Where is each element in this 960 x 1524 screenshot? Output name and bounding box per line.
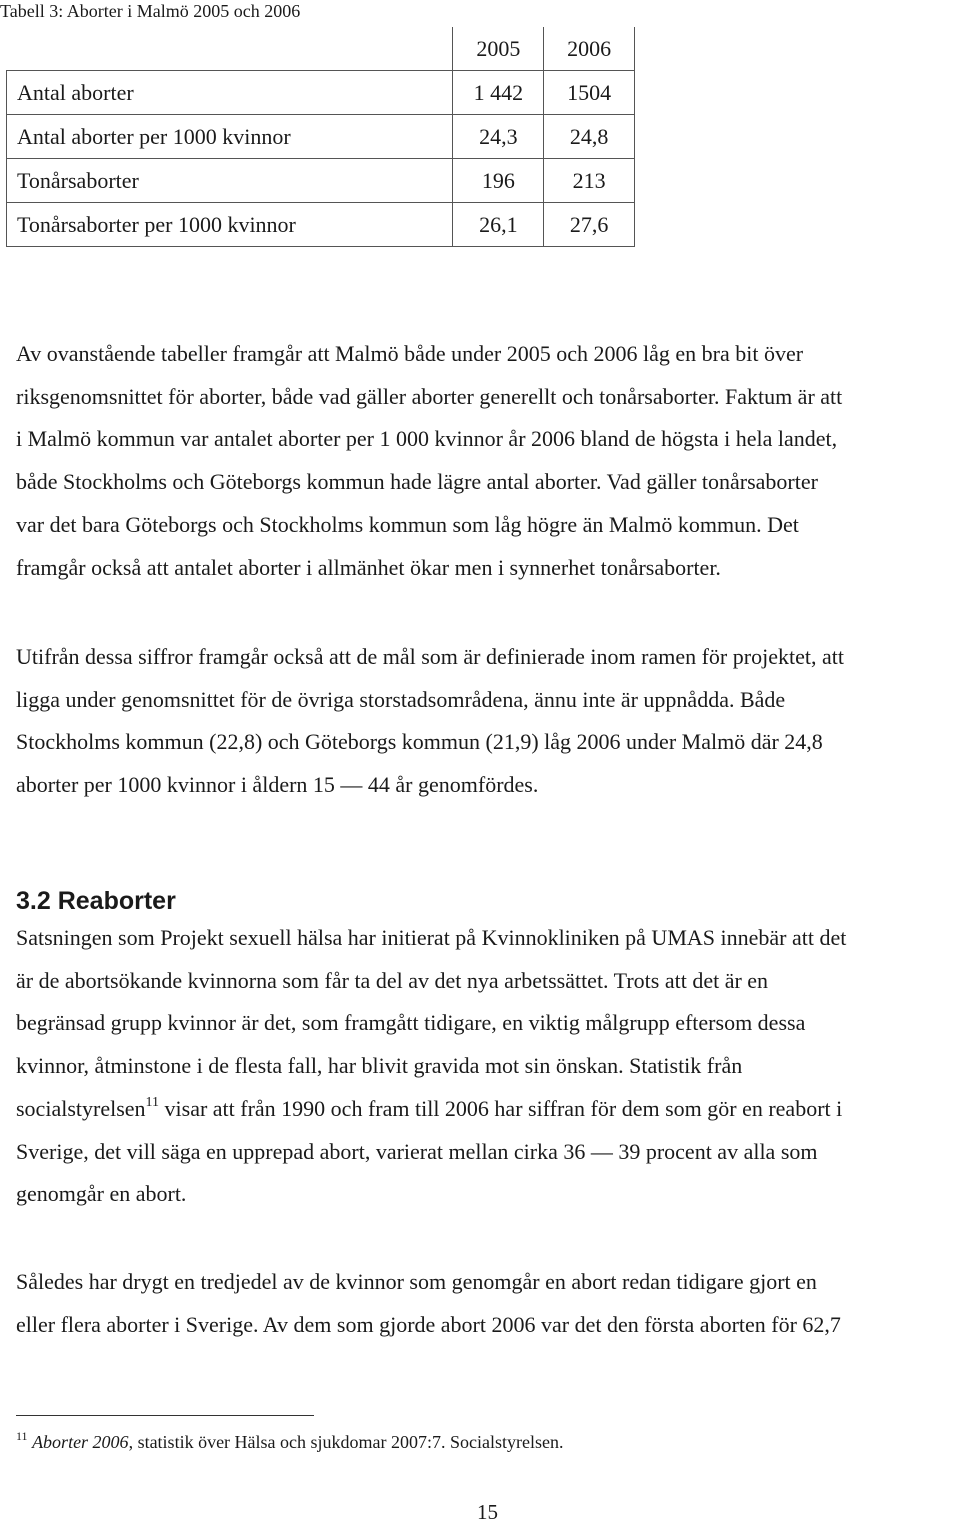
text-line: riksgenomsnittet för aborter, både vad gäller aborter generellt och tonårsaborter. Faktum är att [16,383,843,409]
text-line: Av ovanstående tabeller framgår att Malmö både under 2005 och 2006 låg en bra bit över [16,341,804,366]
footnote-title: Aborter 2006 [32,1432,129,1452]
text-line: genomgår en abort. [16,1181,187,1207]
value-2005: 196 [453,159,544,203]
text-line: aborter per 1000 kvinnor i åldern 15 — 44 år genomfördes. [16,772,539,798]
text-line: kvinnor, åtminstone i de flesta fall, har blivit gravida mot sin önskan. Statistik från [16,1053,743,1079]
text-line: Satsningen som Projekt sexuell hälsa har initierat på Kvinnokliniken på UMAS innebär att det [16,925,847,950]
value-2005: 24,3 [453,115,544,159]
value-2005: 26,1 [453,203,544,247]
paragraph-2 [16,636,960,807]
text-line: Stockholms kommun (22,8) och Göteborgs kommun (21,9) låg 2006 under Malmö där 24,8 [16,729,823,755]
page-number: 15 [477,1500,498,1524]
table-caption: Tabell 3: Aborter i Malmö 2005 och 2006 [0,1,301,21]
footnote-reference[interactable]: 11 [145,1094,160,1110]
row-label: Tonårsaborter per 1000 kvinnor [7,203,453,247]
value-2005: 1 442 [453,71,544,115]
text-line: eller flera aborter i Sverige. Av dem som gjorde abort 2006 var det den första aborten för 62,7 [16,1311,841,1337]
value-2006: 1504 [544,71,635,115]
text-line: Sverige, det vill säga en upprepad abort, varierat mellan cirka 36 — 39 procent av alla som [16,1138,818,1164]
header-2006: 2006 [544,27,635,71]
footnote-text: , statistik över Hälsa och sjukdomar 2007:7. Socialstyrelsen. [128,1432,564,1452]
text-fragment: socialstyrelsen [16,1095,146,1121]
value-2006: 24,8 [544,115,635,159]
text-line: framgår också att antalet aborter i allmänhet ökar men i synnerhet tonårsaborter. [16,554,721,580]
text-line: begränsad grupp kvinnor är det, som framgått tidigare, en viktig målgrupp eftersom dessa [16,1010,806,1036]
table-header-row [7,27,635,71]
section-title: Reaborter [57,887,176,915]
value-2006: 27,6 [544,203,635,247]
text-line-with-footnote-ref [16,1088,960,1131]
header-2005: 2005 [453,27,544,71]
table-row [7,203,635,247]
text-line: Utifrån dessa siffror framgår också att de mål som är definierade inom ramen för projektet, att [16,644,844,669]
table-row [7,159,635,203]
text-fragment: visar att från 1990 och fram till 2006 har siffran för dem som gör en reabort i [159,1095,843,1121]
text-line: var det bara Göteborgs och Stockholms kommun som låg högre än Malmö kommun. Det [16,511,799,537]
value-2006: 213 [544,159,635,203]
section-number: 3.2 [16,887,51,915]
footnote-number: 11 [16,1429,28,1443]
paragraph-3 [16,917,960,1216]
header-empty-cell [7,27,453,71]
footnote-divider [16,1415,314,1416]
section-heading [16,886,176,916]
text-line: är de abortsökande kvinnorna som får ta del av det nya arbetssättet. Trots att det är en [16,967,769,993]
paragraph-4 [16,1261,960,1346]
abortion-stats-table [6,27,635,247]
text-line: i Malmö kommun var antalet aborter per 1 000 kvinnor år 2006 bland de högsta i hela landet, [16,426,838,452]
table-row [7,115,635,159]
text-line: både Stockholms och Göteborgs kommun hade lägre antal aborter. Vad gäller tonårsaborter [16,469,818,495]
text-line: ligga under genomsnittet för de övriga storstadsområdena, ännu inte är uppnådda. Både [16,686,786,712]
row-label: Antal aborter per 1000 kvinnor [7,115,453,159]
row-label: Tonårsaborter [7,159,453,203]
paragraph-1 [16,333,960,589]
table-row [7,71,635,115]
text-line: Således har drygt en tredjedel av de kvinnor som genomgår en abort redan tidigare gjort en [16,1269,817,1294]
footnote [16,1430,564,1454]
row-label: Antal aborter [7,71,453,115]
